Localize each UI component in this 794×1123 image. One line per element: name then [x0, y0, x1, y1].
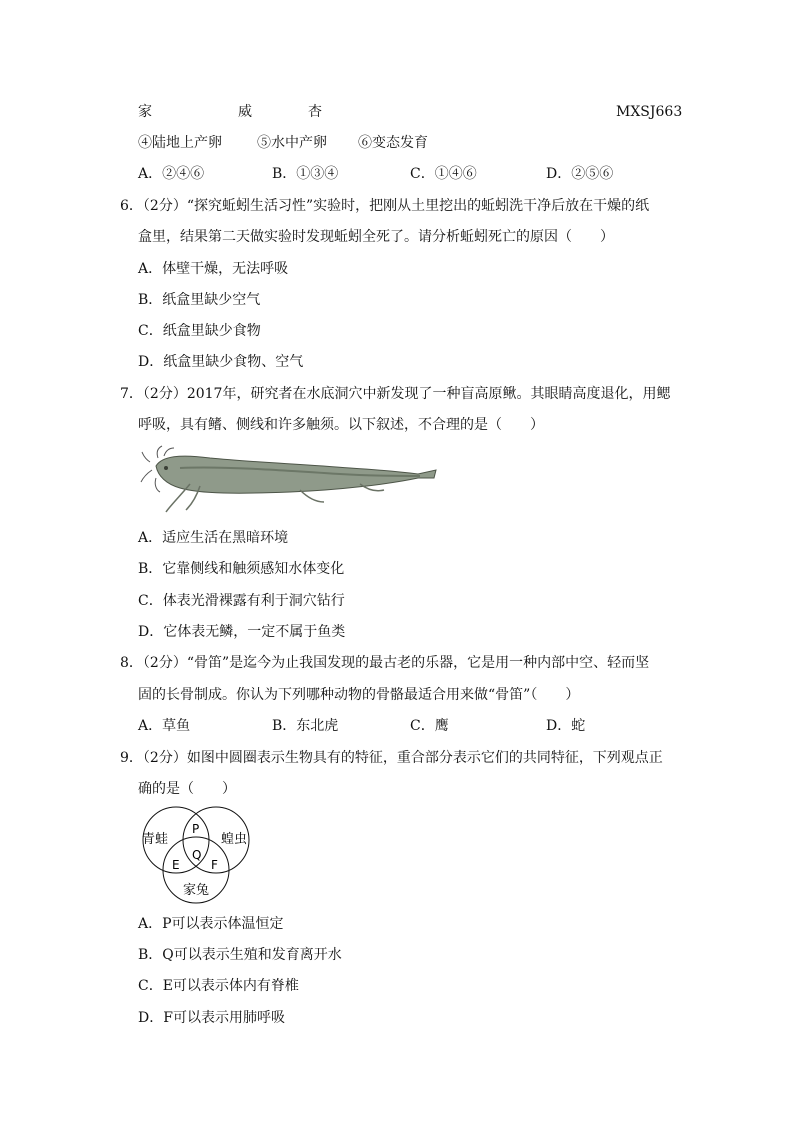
q5-item-4: ④陆地上产卵 [138, 135, 222, 151]
q9-option-a: A．P可以表示体温恒定 [138, 916, 284, 932]
q7-stem-line2: 呼吸，具有鳍、侧线和许多触须。以下叙述，不合理的是（ ） [138, 417, 544, 433]
q6-option-b: B．纸盒里缺少空气 [138, 292, 261, 308]
q7-stem-line1: 7．（2分）2017年，研究者在水底洞穴中新发现了一种盲高原鳅。其眼睛高度退化，用鳃 [120, 386, 671, 402]
venn-label-locust: 蝗虫 [221, 832, 248, 847]
q5-option-c: C．①④⑥ [410, 166, 477, 182]
header-char-1: 家 [138, 104, 152, 120]
venn-label-frog: 青蛙 [142, 832, 169, 847]
q8-stem-line1: 8．（2分）“骨笛”是迄今为止我国发现的最古老的乐器，它是用一种内部中空、轻而坚 [120, 655, 650, 671]
q7-option-b: B．它靠侧线和触须感知水体变化 [138, 561, 345, 577]
q6-option-c: C．纸盒里缺少食物 [138, 323, 261, 339]
q8-option-d: D．蛇 [546, 718, 586, 734]
q5-item-5: ⑤水中产卵 [257, 135, 327, 151]
q9-option-b: B．Q可以表示生殖和发育离开水 [138, 947, 342, 963]
venn-label-rabbit: 家兔 [183, 883, 210, 898]
q9-stem-line2: 确的是（ ） [138, 781, 236, 797]
header-char-2: 威 [238, 104, 252, 120]
q5-option-a: A．②④⑥ [138, 166, 205, 182]
header-char-3: 杏 [308, 104, 322, 120]
q6-stem-line2: 盒里，结果第二天做实验时发现蚯蚓全死了。请分析蚯蚓死亡的原因（ ） [138, 229, 614, 245]
q5-item-6: ⑥变态发育 [358, 135, 428, 151]
q5-option-b: B．①③④ [272, 166, 339, 182]
q9-stem-line1: 9．（2分）如图中圆圈表示生物具有的特征，重合部分表示它们的共同特征，下列观点正 [120, 750, 663, 766]
venn-diagram [136, 806, 256, 906]
q6-stem-line1: 6．（2分）“探究蚯蚓生活习性”实验时，把刚从土里挖出的蚯蚓洗干净后放在干燥的纸 [120, 198, 650, 214]
venn-region-q: Q [192, 848, 202, 862]
q8-option-a: A．草鱼 [138, 718, 191, 734]
q7-option-a: A．适应生活在黑暗环境 [138, 530, 289, 546]
venn-region-p: P [192, 822, 200, 836]
cavefish-photo [140, 444, 440, 516]
q6-option-d: D．纸盒里缺少食物、空气 [138, 354, 304, 370]
q9-option-d: D．F可以表示用肺呼吸 [138, 1010, 285, 1026]
venn-region-f: F [211, 858, 218, 872]
q7-option-c: C．体表光滑裸露有利于洞穴钻行 [138, 593, 345, 609]
q6-option-a: A．体壁干燥，无法呼吸 [138, 261, 289, 277]
q5-option-d: D．②⑤⑥ [546, 166, 614, 182]
q8-option-c: C．鹰 [410, 718, 449, 734]
q7-option-d: D．它体表无鳞，一定不属于鱼类 [138, 624, 346, 640]
q8-option-b: B．东北虎 [272, 718, 339, 734]
header-code: MXSJ663 [616, 104, 683, 120]
q9-option-c: C．E可以表示体内有脊椎 [138, 978, 299, 994]
venn-region-e: E [172, 858, 180, 872]
q8-stem-line2: 固的长骨制成。你认为下列哪种动物的骨骼最适合用来做“骨笛”（ ） [138, 687, 580, 703]
